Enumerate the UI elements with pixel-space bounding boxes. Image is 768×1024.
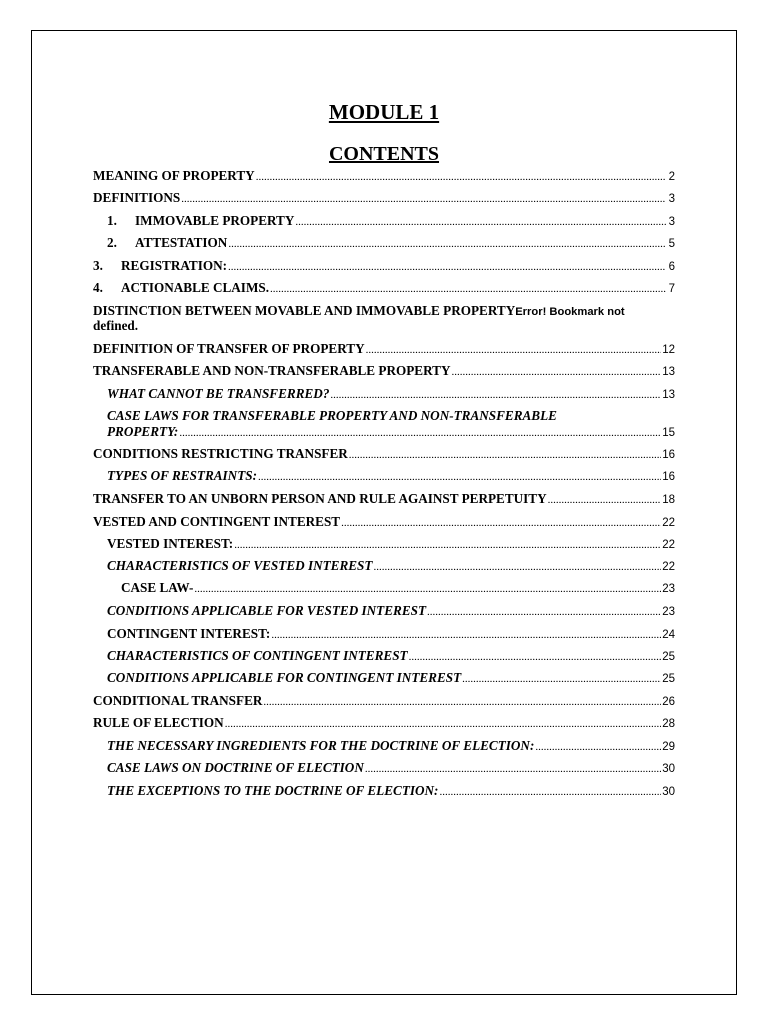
dot-leader (462, 671, 661, 687)
toc-page-number: 24 (662, 629, 675, 641)
toc-page-number: 29 (662, 741, 675, 753)
toc-entry-title: CHARACTERISTICS OF CONTINGENT INTEREST (107, 648, 408, 663)
dot-leader (228, 236, 666, 252)
dot-leader (263, 694, 661, 710)
toc-entry-title: THE EXCEPTIONS TO THE DOCTRINE OF ELECTION: (107, 783, 439, 798)
toc-entry-title: WHAT CANNOT BE TRANSFERRED? (107, 386, 330, 401)
toc-entry-title: CHARACTERISTICS OF VESTED INTEREST (107, 558, 373, 573)
toc-entry-title: CONDITIONS APPLICABLE FOR CONTINGENT INTEREST (107, 670, 462, 685)
toc-page-number: 30 (662, 786, 675, 798)
toc-entry-case-laws-transferable[interactable] (107, 424, 675, 441)
toc-entry-definition-of-transfer[interactable] (93, 341, 675, 358)
toc-entry-title: RULE OF ELECTION (93, 715, 224, 730)
dot-leader (179, 425, 661, 441)
toc-entry-title: VESTED INTEREST: (107, 536, 234, 551)
dot-leader (234, 537, 661, 553)
dot-leader (366, 342, 662, 358)
dot-leader (548, 492, 662, 508)
toc-entry-rule-of-election[interactable] (93, 715, 675, 732)
toc-page-number: 18 (662, 494, 675, 506)
toc-page-number: 5 (668, 238, 675, 250)
toc-page-number: 3 (668, 216, 675, 228)
toc-page-number: 3 (668, 193, 675, 205)
toc-entry-case-laws-election[interactable] (107, 760, 675, 777)
toc-entry-title: DISTINCTION BETWEEN MOVABLE AND IMMOVABLE PROPERTY (93, 303, 516, 318)
toc-entry-title: DEFINITION OF TRANSFER OF PROPERTY (93, 341, 365, 356)
toc-entry-title: MEANING OF PROPERTY (93, 168, 255, 183)
toc-entry-title: CONDITIONAL TRANSFER (93, 693, 263, 708)
toc-entry-title: TYPES OF RESTRAINTS: (107, 468, 257, 483)
toc-entry-transferable-property[interactable] (93, 363, 675, 380)
dot-leader (427, 604, 661, 620)
toc-entry-attestation[interactable] (107, 235, 675, 252)
toc-entry-contingent-interest[interactable] (107, 626, 675, 643)
dot-leader (535, 739, 661, 755)
toc-entry-title: ACTIONABLE CLAIMS. (121, 280, 270, 295)
toc-entry-distinction[interactable] (93, 303, 625, 320)
toc-entry-unborn-person[interactable] (93, 491, 675, 508)
bookmark-error-text-continued: defined. (93, 318, 139, 333)
toc-entry-characteristics-contingent[interactable] (107, 648, 675, 665)
toc-entry-characteristics-vested[interactable] (107, 558, 675, 575)
toc-entry-title: THE NECESSARY INGREDIENTS FOR THE DOCTRINE OF ELECTION: (107, 738, 535, 753)
toc-page-number: 2 (668, 171, 675, 183)
toc-entry-title: CONDITIONS APPLICABLE FOR VESTED INTEREST (107, 603, 427, 618)
toc-page-number: 22 (662, 517, 675, 529)
toc-entry-registration[interactable] (93, 258, 675, 275)
toc-entry-number: 3. (93, 258, 103, 273)
toc-entry-title: CONTINGENT INTEREST: (107, 626, 271, 641)
bookmark-error-text: Error! Bookmark not (515, 306, 625, 318)
toc-entry-vested-contingent-interest[interactable] (93, 514, 675, 531)
toc-page-number: 30 (662, 763, 675, 775)
toc-entry-types-of-restraints[interactable] (107, 468, 675, 485)
dot-leader (228, 259, 666, 275)
toc-entry-title: CASE LAW- (121, 580, 194, 595)
toc-entry-title: IMMOVABLE PROPERTY (135, 213, 295, 228)
dot-leader (295, 214, 666, 230)
dot-leader (451, 364, 661, 380)
toc-page-number: 7 (668, 283, 675, 295)
dot-leader (225, 716, 662, 732)
toc-entry-meaning-of-property[interactable] (93, 168, 675, 185)
toc-entry-conditions-restricting-transfer[interactable] (93, 446, 675, 463)
toc-entry-title: TRANSFER TO AN UNBORN PERSON AND RULE AGAINST PERPETUITY (93, 491, 547, 506)
toc-entry-conditional-transfer[interactable] (93, 693, 675, 710)
toc-entry-conditions-vested[interactable] (107, 603, 675, 620)
dot-leader (365, 761, 661, 777)
toc-entry-title: PROPERTY: (107, 424, 179, 439)
toc-page-number: 16 (662, 449, 675, 461)
toc-entry-immovable-property[interactable] (107, 213, 675, 230)
toc-entry-title: REGISTRATION: (121, 258, 228, 273)
toc-entry-title: CONDITIONS RESTRICTING TRANSFER (93, 446, 348, 461)
toc-entry-necessary-ingredients[interactable] (107, 738, 675, 755)
dot-leader (256, 169, 666, 185)
toc-entry-definitions[interactable] (93, 190, 675, 207)
toc-page-number: 13 (662, 366, 675, 378)
toc-page-number: 23 (662, 583, 675, 595)
toc-entry-title: ATTESTATION (135, 235, 228, 250)
dot-leader (439, 784, 661, 800)
toc-entry-conditions-contingent[interactable] (107, 670, 675, 687)
dot-leader (349, 447, 661, 463)
toc-entry-actionable-claims[interactable] (93, 280, 675, 297)
toc-entry-title: TRANSFERABLE AND NON-TRANSFERABLE PROPERTY (93, 363, 451, 378)
toc-page-number: 12 (662, 344, 675, 356)
toc-entry-case-laws-transferable-line1[interactable]: CASE LAWS FOR TRANSFERABLE PROPERTY AND NON-TRANSFERABLE (107, 408, 557, 423)
toc-entry-exceptions-election[interactable] (107, 783, 675, 800)
toc-entry-number: 4. (93, 280, 103, 295)
dot-leader (270, 281, 666, 297)
toc-entry-title: CASE LAWS ON DOCTRINE OF ELECTION (107, 760, 364, 775)
dot-leader (409, 649, 662, 665)
toc-entry-what-cannot-be-transferred[interactable] (107, 386, 675, 403)
dot-leader (181, 191, 666, 207)
toc-page-number: 22 (662, 561, 675, 573)
toc-page-number: 6 (668, 261, 675, 273)
dot-leader (194, 581, 661, 597)
toc-page-number: 25 (662, 651, 675, 663)
module-title: MODULE 1 (328, 100, 440, 124)
toc-page-number: 13 (662, 389, 675, 401)
dot-leader (271, 627, 661, 643)
toc-entry-vested-interest[interactable] (107, 536, 675, 553)
toc-page-number: 22 (662, 539, 675, 551)
toc-page-number: 16 (662, 471, 675, 483)
toc-entry-number: 1. (107, 213, 117, 228)
dot-leader (330, 387, 661, 403)
dot-leader (341, 515, 661, 531)
toc-page-number: 15 (662, 427, 675, 439)
toc-page-number: 23 (662, 606, 675, 618)
toc-entry-case-law[interactable] (121, 580, 675, 597)
toc-page-number: 25 (662, 673, 675, 685)
toc-page-number: 26 (662, 696, 675, 708)
toc-entry-title: DEFINITIONS (93, 190, 181, 205)
toc-entry-number: 2. (107, 235, 117, 250)
toc-entry-title: VESTED AND CONTINGENT INTEREST (93, 514, 341, 529)
dot-leader (373, 559, 661, 575)
dot-leader (258, 469, 661, 485)
toc-page-number: 28 (662, 718, 675, 730)
contents-title: CONTENTS (328, 143, 440, 165)
